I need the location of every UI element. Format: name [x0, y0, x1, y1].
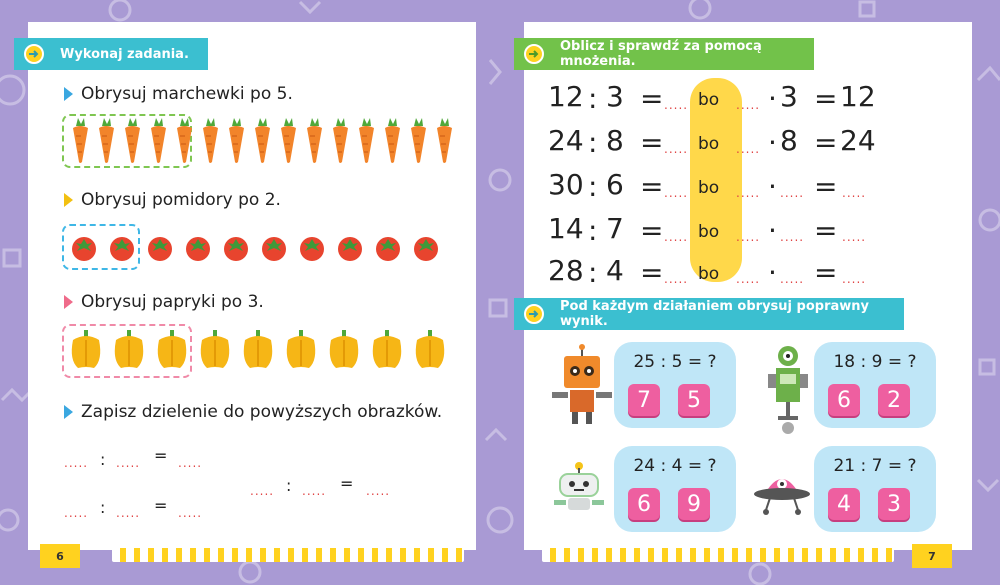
arrow-right-icon	[24, 44, 44, 64]
carrot-row	[68, 118, 457, 168]
colon-sign: :	[100, 498, 106, 517]
equals-sign: =	[814, 214, 838, 247]
answer-blank[interactable]: .....	[116, 506, 141, 520]
colon-sign: :	[588, 82, 598, 115]
carrot-icon[interactable]	[172, 118, 197, 168]
triangle-bullet-icon	[64, 193, 73, 207]
task-label: Obrysuj pomidory po 2.	[81, 190, 281, 210]
equals-sign: =	[154, 496, 168, 515]
answer-option[interactable]: 7	[628, 384, 660, 416]
divisor: 4	[606, 254, 624, 287]
answer-option[interactable]: 4	[828, 488, 860, 520]
carrot-icon[interactable]	[354, 118, 379, 168]
tomato-icon[interactable]	[336, 234, 364, 266]
dividend: 14	[548, 212, 584, 245]
equals-sign: =	[814, 126, 838, 159]
equals-sign: =	[340, 474, 354, 493]
answer-blank[interactable]: .....	[736, 272, 761, 286]
carrot-icon[interactable]	[68, 118, 93, 168]
banner-wykonaj	[14, 38, 208, 70]
answer-blank[interactable]: .....	[302, 484, 327, 498]
bo-label: bo	[698, 222, 720, 242]
tomato-icon[interactable]	[184, 234, 212, 266]
answer-blank[interactable]: .....	[250, 484, 275, 498]
carrot-icon[interactable]	[146, 118, 171, 168]
divisor: 6	[606, 168, 624, 201]
answer-blank[interactable]: .....	[780, 186, 805, 200]
banner-title: Oblicz i sprawdź za pomocą mnożenia.	[560, 39, 762, 69]
triangle-bullet-icon	[64, 87, 73, 101]
bo-label: bo	[698, 90, 720, 110]
answer-blank[interactable]: .....	[842, 230, 867, 244]
banner-oblicz	[514, 38, 814, 70]
factor: 3	[780, 80, 798, 113]
quiz-card	[814, 342, 936, 428]
quiz-equation: 21 : 7 = ?	[833, 456, 917, 476]
pepper-icon[interactable]	[283, 330, 319, 374]
triangle-bullet-icon	[64, 295, 73, 309]
tomato-icon[interactable]	[260, 234, 288, 266]
answer-blank[interactable]: .....	[664, 98, 689, 112]
task-label: Obrysuj papryki po 3.	[81, 292, 264, 312]
answer-blank[interactable]: .....	[664, 272, 689, 286]
task-peppers	[64, 292, 264, 312]
page-number-right: 7	[912, 544, 952, 568]
page-number-left: 6	[40, 544, 80, 568]
product: 12	[840, 80, 876, 113]
product: 24	[840, 124, 876, 157]
carrot-icon[interactable]	[328, 118, 353, 168]
ruler-left-decoration	[112, 548, 464, 562]
dividend: 28	[548, 254, 584, 287]
carrot-icon[interactable]	[120, 118, 145, 168]
answer-blank[interactable]: .....	[842, 272, 867, 286]
carrot-icon[interactable]	[302, 118, 327, 168]
answer-blank[interactable]: .....	[664, 230, 689, 244]
colon-sign: :	[588, 170, 598, 203]
quiz-equation: 18 : 9 = ?	[833, 352, 917, 372]
task-label: Zapisz dzielenie do powyższych obrazków.	[81, 402, 443, 422]
colon-sign: :	[100, 450, 106, 469]
multiply-sign: ·	[768, 256, 777, 289]
answer-option[interactable]: 5	[678, 384, 710, 416]
tomato-icon[interactable]	[70, 234, 98, 266]
answer-blank[interactable]: .....	[842, 186, 867, 200]
pepper-icon[interactable]	[111, 330, 147, 374]
carrot-icon[interactable]	[250, 118, 275, 168]
pepper-icon[interactable]	[197, 330, 233, 374]
answer-blank[interactable]: .....	[736, 230, 761, 244]
pepper-icon[interactable]	[68, 330, 104, 374]
answer-option[interactable]: 6	[828, 384, 860, 416]
factor: 8	[780, 124, 798, 157]
equals-sign: =	[814, 82, 838, 115]
pepper-icon[interactable]	[154, 330, 190, 374]
answer-blank[interactable]: .....	[664, 142, 689, 156]
tomato-icon[interactable]	[108, 234, 136, 266]
robot-ufo-icon	[752, 466, 812, 516]
task-label: Obrysuj marchewki po 5.	[81, 84, 293, 104]
bo-label: bo	[698, 264, 720, 284]
quiz-card	[614, 446, 736, 532]
carrot-icon[interactable]	[406, 118, 431, 168]
colon-sign: :	[286, 476, 292, 495]
tomato-icon[interactable]	[222, 234, 250, 266]
arrow-right-icon	[524, 304, 544, 324]
carrot-icon[interactable]	[380, 118, 405, 168]
tomato-icon[interactable]	[298, 234, 326, 266]
answer-blank[interactable]: .....	[780, 230, 805, 244]
answer-option[interactable]: 3	[878, 488, 910, 520]
answer-option[interactable]: 2	[878, 384, 910, 416]
divisor: 8	[606, 124, 624, 157]
robot-white-icon	[552, 462, 606, 516]
carrot-icon[interactable]	[198, 118, 223, 168]
answer-blank[interactable]: .....	[64, 506, 89, 520]
equals-sign: =	[640, 82, 664, 115]
multiply-sign: ·	[768, 170, 777, 203]
robot-green-icon	[766, 344, 810, 436]
colon-sign: :	[588, 126, 598, 159]
triangle-bullet-icon	[64, 405, 73, 419]
answer-blank[interactable]: .....	[178, 456, 203, 470]
answer-option[interactable]: 9	[678, 488, 710, 520]
task-tomatoes	[64, 190, 281, 210]
pepper-icon[interactable]	[326, 330, 362, 374]
answer-blank[interactable]: .....	[736, 186, 761, 200]
robot-orange-icon	[550, 344, 614, 428]
tomato-icon[interactable]	[146, 234, 174, 266]
arrow-right-icon	[524, 44, 544, 64]
answer-option[interactable]: 6	[628, 488, 660, 520]
dividend: 12	[548, 80, 584, 113]
left-page	[28, 22, 476, 550]
equals-sign: =	[640, 256, 664, 289]
answer-blank[interactable]: .....	[178, 506, 203, 520]
divisor: 3	[606, 80, 624, 113]
equals-sign: =	[640, 170, 664, 203]
quiz-card	[814, 446, 936, 532]
colon-sign: :	[588, 256, 598, 289]
banner-title: Wykonaj zadania.	[60, 46, 189, 62]
answer-blank[interactable]: .....	[116, 456, 141, 470]
equals-sign: =	[814, 256, 838, 289]
banner-title: Pod każdym działaniem obrysuj poprawny wynik.	[560, 299, 869, 329]
task-carrots	[64, 84, 293, 104]
banner-pod-kazdym	[514, 298, 904, 330]
multiply-sign: ·	[768, 214, 777, 247]
colon-sign: :	[588, 214, 598, 247]
quiz-equation: 24 : 4 = ?	[633, 456, 717, 476]
answer-blank[interactable]: .....	[64, 456, 89, 470]
equals-sign: =	[640, 126, 664, 159]
equals-sign: =	[640, 214, 664, 247]
bo-label: bo	[698, 134, 720, 154]
carrot-icon[interactable]	[432, 118, 457, 168]
answer-blank[interactable]: .....	[780, 272, 805, 286]
bo-label: bo	[698, 178, 720, 198]
pepper-icon[interactable]	[240, 330, 276, 374]
tomato-row	[70, 234, 450, 266]
multiply-sign: ·	[768, 82, 777, 115]
equals-sign: =	[814, 170, 838, 203]
pepper-row	[68, 330, 455, 374]
pepper-icon[interactable]	[412, 330, 448, 374]
quiz-card	[614, 342, 736, 428]
multiply-sign: ·	[768, 126, 777, 159]
equals-sign: =	[154, 446, 168, 465]
tomato-icon[interactable]	[412, 234, 440, 266]
pepper-icon[interactable]	[369, 330, 405, 374]
answer-blank[interactable]: .....	[736, 142, 761, 156]
answer-blank[interactable]: .....	[366, 484, 391, 498]
carrot-icon[interactable]	[224, 118, 249, 168]
ruler-right-decoration	[542, 548, 894, 562]
dividend: 24	[548, 124, 584, 157]
carrot-icon[interactable]	[276, 118, 301, 168]
answer-blank[interactable]: .....	[664, 186, 689, 200]
carrot-icon[interactable]	[94, 118, 119, 168]
tomato-icon[interactable]	[374, 234, 402, 266]
answer-blank[interactable]: .....	[736, 98, 761, 112]
dividend: 30	[548, 168, 584, 201]
right-page	[524, 22, 972, 550]
task-write-division	[64, 402, 442, 422]
quiz-equation: 25 : 5 = ?	[633, 352, 717, 372]
divisor: 7	[606, 212, 624, 245]
